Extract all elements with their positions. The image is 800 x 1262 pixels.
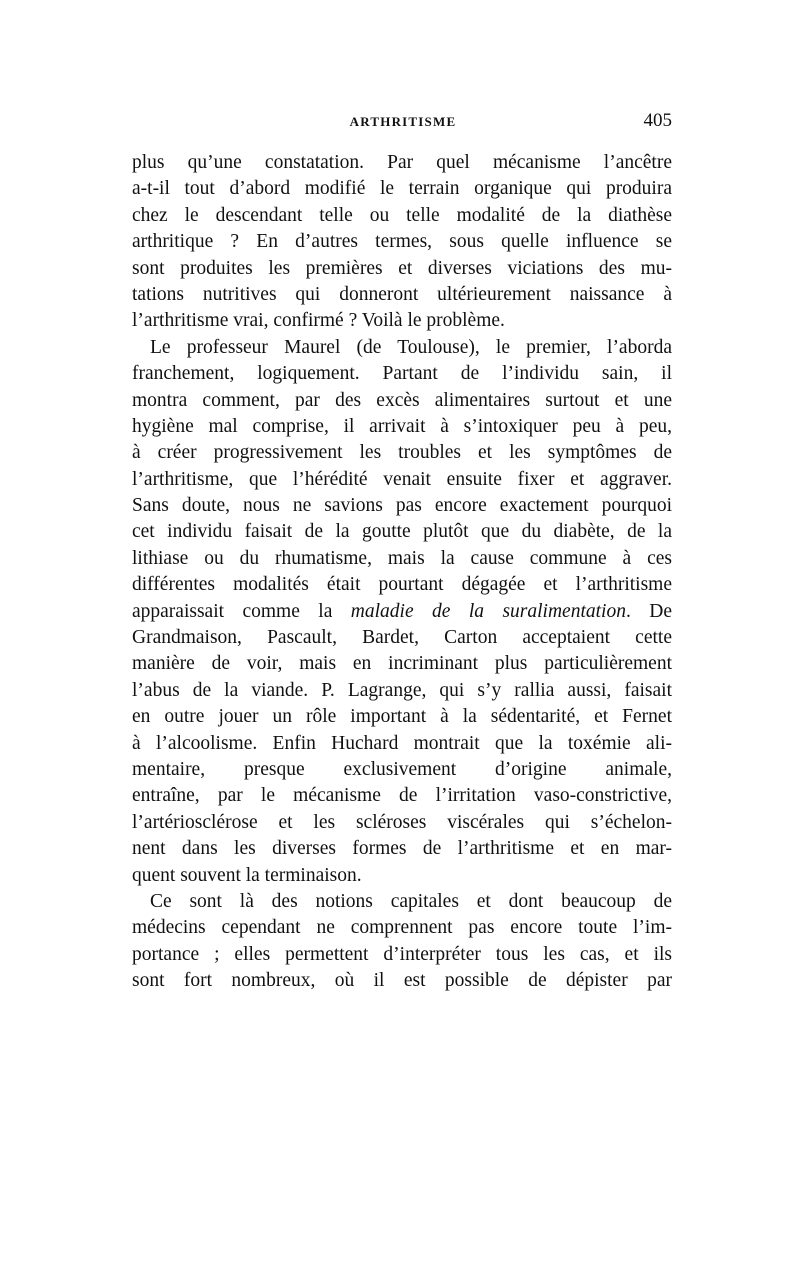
text-line: l’arthritisme, que l’hérédité venait ensuite fixer et aggraver.	[132, 468, 672, 490]
text-line: hygiène mal comprise, il arrivait à s’intoxiquer peu à peu,	[132, 415, 672, 437]
text-line: médecins cependant ne comprennent pas encore toute l’im-	[132, 917, 672, 939]
text-line: arthritique ? En d’autres termes, sous quelle influence se	[132, 231, 672, 253]
text-run: . De	[625, 600, 672, 622]
text-line: différentes modalités était pourtant dégagée et l’arthritisme	[132, 574, 672, 596]
text-line: quent souvent la terminaison.	[132, 864, 362, 886]
text-line: nent dans les diverses formes de l’arthritisme et en mar-	[132, 838, 672, 860]
text-line: franchement, logiquement. Partant de l’individu sain, il	[132, 363, 672, 385]
text-line	[132, 599, 672, 625]
text-line: mentaire, presque exclusivement d’origine animale,	[132, 758, 672, 780]
text-line: l’artériosclérose et les scléroses viscérales qui s’échelon-	[132, 811, 672, 833]
italic-phrase: maladie de la suralimentation	[350, 600, 626, 622]
page-number: 405	[643, 110, 672, 131]
text-line: Sans doute, nous ne savions pas encore exactement pourquoi	[132, 495, 672, 517]
text-line: Ce sont là des notions capitales et dont beaucoup de	[150, 890, 672, 912]
body-text	[132, 150, 672, 995]
text-line: sont fort nombreux, où il est possible de dépister par	[132, 970, 672, 992]
text-line: plus qu’une constatation. Par quel mécanisme l’ancêtre	[132, 152, 672, 173]
text-line: en outre jouer un rôle important à la sédentarité, et Fernet	[132, 706, 672, 728]
text-line: entraîne, par le mécanisme de l’irritation vaso-constrictive,	[132, 785, 672, 807]
text-line: manière de voir, mais en incriminant plus particulièrement	[132, 653, 672, 675]
text-line: lithiase ou du rhumatisme, mais la cause commune à ces	[132, 547, 672, 569]
text-run: apparaissait comme la	[132, 600, 351, 622]
running-head	[134, 110, 672, 134]
text-line: chez le descendant telle ou telle modalité de la diathèse	[132, 204, 672, 226]
text-line: l’abus de la viande. P. Lagrange, qui s’y rallia aussi, faisait	[132, 679, 672, 701]
text-line: sont produites les premières et diverses viciations des mu-	[132, 257, 672, 279]
text-line: tations nutritives qui donneront ultérieurement naissance à	[132, 283, 672, 305]
text-line: montra comment, par des excès alimentaires surtout et une	[132, 389, 672, 411]
text-line: à créer progressivement les troubles et les symptômes de	[132, 442, 672, 464]
text-line: Le professeur Maurel (de Toulouse), le premier, l’aborda	[150, 336, 672, 358]
text-line: a-t-il tout d’abord modifié le terrain organique qui produira	[132, 178, 672, 200]
text-line: Grandmaison, Pascault, Bardet, Carton acceptaient cette	[132, 627, 672, 649]
text-line: à l’alcoolisme. Enfin Huchard montrait que la toxémie ali-	[132, 732, 672, 754]
text-line: l’arthritisme vrai, confirmé ? Voilà le problème.	[132, 310, 505, 332]
text-line: portance ; elles permettent d’interpréter tous les cas, et ils	[132, 943, 672, 965]
text-line: cet individu faisait de la goutte plutôt que du diabète, de la	[132, 521, 672, 543]
running-title: ARTHRITISME	[349, 114, 457, 129]
